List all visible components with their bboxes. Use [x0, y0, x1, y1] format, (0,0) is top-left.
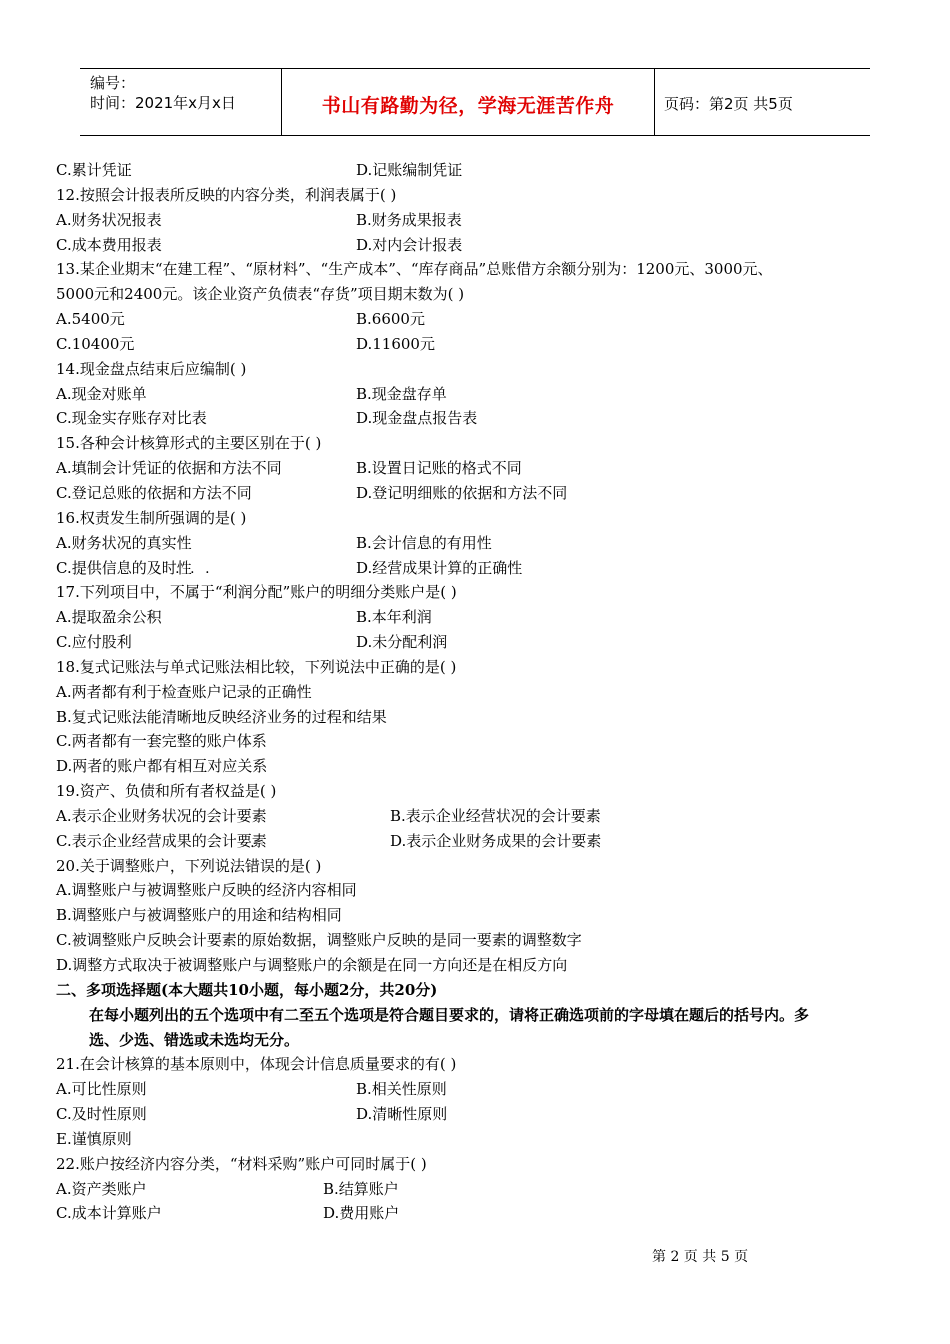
emphasis-char: 不	[169, 583, 185, 602]
question-15: 15.各种会计核算形式的主要区别在于( )	[56, 434, 322, 453]
option-row	[56, 233, 916, 258]
section-instructions-continued: 选、少选、错选或未选均无分。	[89, 1030, 300, 1049]
option: C.提供信息的及时性	[56, 558, 192, 577]
option: A.调整账户与被调整账户反映的经济内容相同	[56, 881, 357, 900]
option-row	[56, 1177, 916, 1202]
option: A.填制会计凭证的依据和方法不同	[56, 459, 282, 478]
emphasis-char: 属	[184, 583, 200, 602]
option-row	[56, 307, 916, 332]
question-22: 22.账户按经济内容分类，“材料采购”账户可同时属于( )	[56, 1154, 427, 1173]
option: D.现金盘点报告表	[356, 409, 478, 428]
option: B.复式记账法能清晰地反映经济业务的过程和结果	[56, 707, 387, 726]
question-text: 误的是( )	[259, 856, 322, 875]
option: C.及时性原则	[56, 1105, 147, 1124]
option-row	[56, 630, 916, 655]
option: D.调整方式取决于被调整账户与调整账户的余额是在同一方向还是在相反方向	[56, 956, 568, 974]
option: A.资产类账户	[56, 1179, 147, 1198]
header-motto: 书山有路勤为径，学海无涯苦作舟	[321, 95, 615, 117]
option-row	[56, 556, 916, 581]
question-18: 18.复式记账法与单式记账法相比较，下列说法中正确的是( )	[56, 657, 457, 676]
option: D.费用账户	[323, 1204, 400, 1223]
option: B.表示企业经营状况的会计要素	[390, 806, 601, 825]
document-date-label: 时间：2021年x月x日	[90, 94, 236, 112]
exam-content	[56, 158, 916, 1226]
option: D.11600元	[356, 334, 435, 353]
option-row	[56, 158, 916, 183]
option-row	[56, 1077, 916, 1102]
option: B.设置日记账的格式不同	[356, 459, 522, 478]
emphasis-char: 于	[199, 583, 215, 602]
option: D.记账编制凭证	[356, 161, 463, 179]
question-19: 19.资产、负债和所有者权益是( )	[56, 782, 277, 801]
question-text: 20.关于调整账户，下列说法	[56, 856, 245, 875]
option: C.10400元	[56, 334, 135, 353]
option: D.清晰性原则	[356, 1105, 448, 1124]
question-17	[56, 580, 916, 605]
question-20	[56, 854, 916, 879]
option: A.现金对账单	[56, 384, 147, 403]
option-row	[56, 208, 916, 233]
option: A.5400元	[56, 310, 125, 329]
question-13: 13.某企业期末“在建工程”、“原材料”、“生产成本”、“库存商品”总账借方余额分别为：1200元、3000元、	[56, 260, 773, 279]
section-heading: 二、多项选择题(本大题共10小题，每小题2分，共20分)	[56, 980, 438, 999]
option: D.未分配利润	[356, 633, 448, 652]
option-row	[56, 332, 916, 357]
option: C.累计凭证	[56, 161, 132, 179]
option-row	[56, 1102, 916, 1127]
option: B.调整账户与被调整账户的用途和结构相同	[56, 906, 342, 925]
header-divider	[654, 69, 655, 135]
option: A.财务状况的真实性	[56, 533, 192, 552]
option-row	[56, 406, 916, 431]
option: B.会计信息的有用性	[356, 533, 492, 552]
option: A.两者都有利于检查账户记录的正确性	[56, 682, 312, 701]
option-row	[56, 804, 916, 829]
option: B.本年利润	[356, 608, 432, 627]
option: D.对内会计报表	[356, 235, 463, 254]
option-row	[56, 1201, 916, 1226]
option: C.现金实存账存对比表	[56, 409, 207, 428]
option: D.表示企业财务成果的会计要素	[390, 831, 602, 850]
section-instructions: 在每小题列出的五个选项中有二至五个选项是符合题目要求的，请将正确选项前的字母填在题后的括号内。多	[89, 1005, 810, 1024]
option: C.应付股利	[56, 633, 132, 652]
question-16: 16.权责发生制所强调的是( )	[56, 508, 247, 527]
question-13-continued: 5000元和2400元。该企业资产负债表“存货”项目期末数为( )	[56, 285, 465, 304]
option: C.登记总账的依据和方法不同	[56, 483, 252, 502]
option-row	[56, 829, 916, 854]
emphasis-char: 错	[244, 856, 260, 875]
question-14: 14.现金盘点结束后应编制( )	[56, 359, 247, 378]
question-12: 12.按照会计报表所反映的内容分类，利润表属于( )	[56, 185, 397, 204]
option: A.提取盈余公积	[56, 608, 162, 627]
option: A.财务状况报表	[56, 210, 162, 229]
question-text: “利润分配”账户的明细分类账户是( )	[214, 583, 457, 602]
option: B.财务成果报表	[356, 210, 462, 229]
header-left-cell	[90, 73, 236, 113]
document-number-label: 编号：	[90, 74, 136, 92]
option: C.被调整账户反映会计要素的原始数据，调整账户反映的是同一要素的调整数字	[56, 931, 582, 950]
option: C.成本计算账户	[56, 1204, 162, 1223]
option: D.经营成果计算的正确性	[356, 558, 523, 577]
option: C.两者都有一套完整的账户体系	[56, 732, 267, 751]
option: C.成本费用报表	[56, 235, 162, 254]
option: A.可比性原则	[56, 1080, 147, 1099]
option-row	[56, 456, 916, 481]
option: A.表示企业财务状况的会计要素	[56, 806, 267, 825]
page-number-info: 页码：第2页 共5页	[664, 95, 793, 113]
question-text: 17.下列项目中，	[56, 583, 170, 602]
option-row	[56, 531, 916, 556]
option: E.谨慎原则	[56, 1129, 132, 1148]
option: B.相关性原则	[356, 1080, 447, 1099]
option: B.现金盘存单	[356, 384, 447, 403]
option: D.两者的账户都有相互对应关系	[56, 757, 268, 776]
option: B.6600元	[356, 310, 425, 329]
option: D.登记明细账的依据和方法不同	[356, 483, 568, 502]
option: B.结算账户	[323, 1179, 399, 1198]
question-21: 21.在会计核算的基本原则中，体现会计信息质量要求的有( )	[56, 1055, 457, 1074]
option: C.表示企业经营成果的会计要素	[56, 831, 267, 850]
option-row	[56, 382, 916, 407]
page-footer: 第 2 页 共 5 页	[652, 1249, 749, 1265]
page-header	[80, 68, 870, 136]
option-row	[56, 481, 916, 506]
option-row	[56, 605, 916, 630]
